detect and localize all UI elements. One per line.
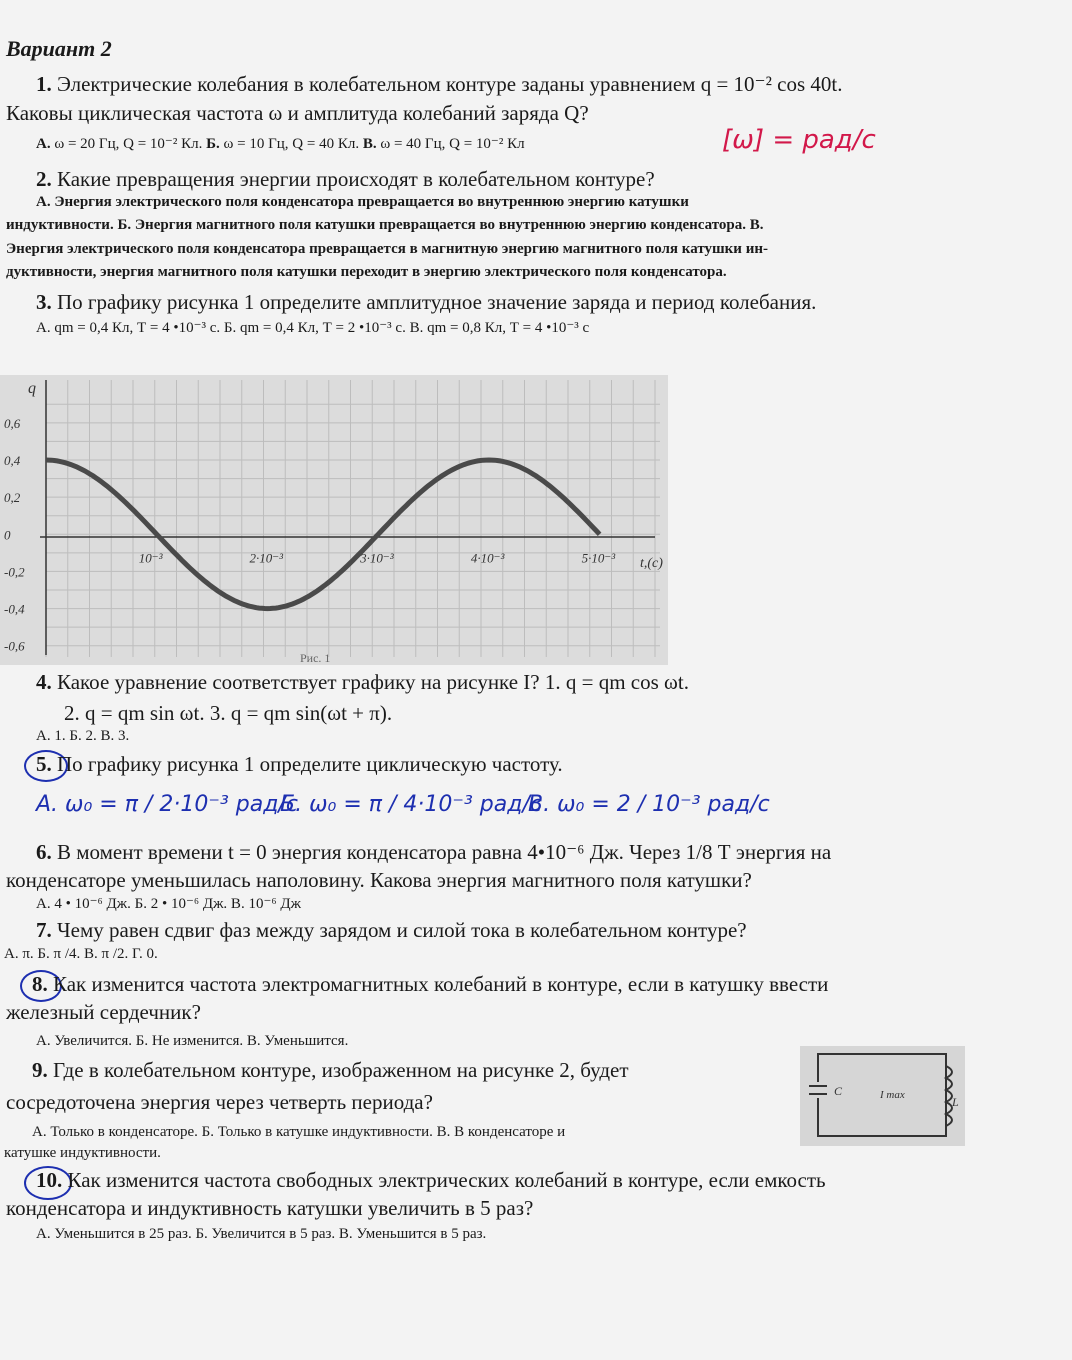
question-9 [32, 1058, 629, 1083]
answer-text: ω = 40 Гц, Q = 10⁻² Кл [380, 136, 525, 152]
question-8 [32, 972, 828, 997]
handwritten-answer-c: В. ω₀ = 2 / 10⁻³ рад/с [528, 792, 770, 817]
answer-label: Б. [117, 217, 132, 233]
question-number: 9. [32, 1058, 48, 1082]
question-8-line2: железный сердечник? [6, 1000, 201, 1024]
y-tick-label: 0,2 [4, 490, 21, 506]
question-4-answers: А. 1. Б. 2. В. 3. [36, 728, 130, 744]
question-2-line2 [6, 217, 764, 234]
figure-caption: Рис. 1 [300, 651, 331, 665]
question-1-line2: Каковы циклическая частота ω и амплитуда колебаний заряда Q? [6, 101, 589, 125]
answer-text: Энергия электрического поля конденсатора превращается во внутреннюю энергию катушки [54, 194, 689, 210]
question-text: Где в колебательном контуре, изображенном на рисунке 2, будет [53, 1058, 629, 1082]
figure-2-circuit [800, 1046, 965, 1146]
question-2 [36, 167, 655, 192]
question-text: В момент времени t = 0 энергия конденсатора равна 4•10⁻⁶ Дж. Через 1/8 Т энергия на [57, 840, 832, 864]
question-7-answers: А. π. Б. π /4. В. π /2. Г. 0. [4, 946, 158, 962]
x-tick-label: 3·10⁻³ [360, 550, 394, 566]
question-10 [36, 1168, 826, 1193]
question-9-line2: сосредоточена энергия через четверть периода? [6, 1090, 433, 1114]
handwritten-answer-b: Б. ω₀ = π / 4·10⁻³ рад/с [280, 792, 542, 817]
question-9-answers: А. Только в конденсаторе. Б. Только в катушке индуктивности. В. В конденсаторе и [32, 1124, 566, 1140]
question-number: 2. [36, 167, 52, 191]
question-6 [36, 840, 831, 865]
y-tick-label: -0,4 [4, 601, 25, 617]
y-tick-label: 0,6 [4, 415, 21, 431]
capacitor-gap [808, 1082, 830, 1098]
question-5 [36, 752, 563, 777]
y-tick-label: -0,2 [4, 564, 25, 580]
x-tick-label: 4·10⁻³ [470, 550, 505, 566]
question-8-answers: А. Увеличится. Б. Не изменится. В. Уменьшится. [36, 1033, 349, 1049]
question-3-answers: А. qm = 0,4 Кл, Т = 4 •10⁻³ с. Б. qm = 0,4 Кл, Т = 2 •10⁻³ с. В. qm = 0,8 Кл, Т = 4 •10⁻³ с [36, 320, 590, 336]
question-2-line4: дуктивности, энергия магнитного поля катушки переходит в энергию электрического поля конденсатора. [6, 264, 727, 280]
answer-text: Энергия магнитного поля катушки превращается во внутреннюю энергию конденсатора. [134, 217, 747, 233]
page-title: Вариант 2 [6, 36, 112, 61]
question-4 [36, 670, 689, 695]
question-10-answers: А. Уменьшится в 25 раз. Б. Увеличится в 5 раз. В. Уменьшится в 5 раз. [36, 1226, 487, 1242]
question-2-line1 [36, 194, 689, 211]
question-9-answers-line2: катушке индуктивности. [4, 1145, 161, 1161]
figure-1-graph [0, 375, 668, 665]
question-text: Как изменится частота электромагнитных колебаний в контуре, если в катушку ввести [53, 972, 829, 996]
handwritten-note: [ω] = рад/с [722, 125, 876, 155]
y-tick-label: 0,4 [4, 453, 21, 468]
answer-text: ω = 20 Гц, Q = 10⁻² Кл. [54, 136, 203, 152]
x-tick-label: 10⁻³ [138, 550, 163, 566]
answer-label: А. [36, 194, 51, 210]
answer-text: ω = 10 Гц, Q = 40 Кл. [223, 136, 360, 152]
current-label: I max [880, 1089, 905, 1101]
answer-text: индуктивности. [6, 217, 114, 233]
question-number: 6. [36, 840, 52, 864]
question-2-line3: Энергия электрического поля конденсатора превращается в магнитную энергию магнитного поля катушки ин- [6, 241, 768, 257]
y-tick-label: 0 [4, 527, 11, 543]
question-text: Чему равен сдвиг фаз между зарядом и силой тока в колебательном контуре? [57, 918, 747, 942]
question-6-answers: А. 4 • 10⁻⁶ Дж. Б. 2 • 10⁻⁶ Дж. В. 10⁻⁶ Дж [36, 896, 301, 912]
x-tick-label: 2·10⁻³ [249, 550, 283, 566]
question-10-line2: конденсатора и индуктивность катушки увеличить в 5 раз? [6, 1196, 534, 1220]
question-text: По графику рисунка 1 определите амплитудное значение заряда и период колебания. [57, 290, 817, 314]
question-number: 7. [36, 918, 52, 942]
question-number: 1. [36, 72, 52, 96]
answer-label: Б. [206, 136, 220, 152]
question-4-line2: 2. q = qm sin ωt. 3. q = qm sin(ωt + π). [64, 701, 393, 725]
answer-label: А. [36, 136, 51, 152]
answer-label: В. [749, 217, 764, 233]
question-text: Какие превращения энергии происходят в колебательном контуре? [57, 167, 655, 191]
x-tick-label: 5·10⁻³ [581, 550, 616, 566]
inductor-label: L [952, 1095, 959, 1109]
question-text: Как изменится частота свободных электрических колебаний в контуре, если емкость [67, 1168, 826, 1192]
x-axis-label: t,(c) [640, 556, 663, 571]
answer-label: В. [362, 136, 377, 152]
question-3 [36, 290, 816, 315]
question-1-answers [36, 134, 525, 153]
question-6-line2: конденсаторе уменьшилась наполовину. Какова энергия магнитного поля катушки? [6, 868, 752, 892]
question-text: Какое уравнение соответствует графику на рисунке I? 1. q = qm cos ωt. [57, 670, 689, 694]
question-number: 4. [36, 670, 52, 694]
question-text: Электрические колебания в колебательном контуре заданы уравнением q = 10⁻² cos 40t. [57, 72, 843, 96]
question-1 [36, 72, 843, 97]
y-axis-label: q [28, 380, 36, 397]
question-text: По графику рисунка 1 определите циклическую частоту. [57, 752, 563, 776]
question-number: 8. [32, 972, 48, 996]
question-number: 10. [36, 1168, 63, 1192]
question-number: 5. [36, 752, 52, 776]
y-tick-label: -0,6 [4, 638, 25, 654]
capacitor-label: C [834, 1084, 843, 1098]
question-7 [36, 918, 747, 943]
handwritten-answer-a: А. ω₀ = π / 2·10⁻³ рад/с [36, 792, 298, 817]
question-number: 3. [36, 290, 52, 314]
